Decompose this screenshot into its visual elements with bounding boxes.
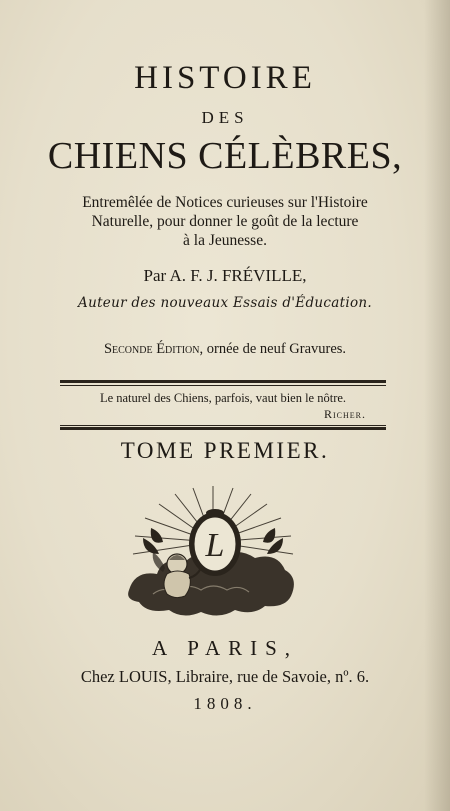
- edition-note: [0, 341, 450, 358]
- author-credit: Auteur des nouveaux Essais d'Éducation.: [78, 295, 372, 311]
- epigraph: [60, 380, 386, 430]
- imprint-place: A PARIS,: [151, 636, 299, 660]
- title-line-1: HISTOIRE: [134, 60, 316, 96]
- subtitle-line-3: à la Jeunesse.: [183, 232, 267, 249]
- epigraph-attribution: Richer.: [323, 407, 366, 421]
- epigraph-rule-bottom-thick: [60, 427, 386, 430]
- epigraph-rule-bottom: [60, 425, 386, 426]
- edition-rest: , ornée de neuf Gravures.: [199, 341, 347, 357]
- volume-label: TOME PREMIER.: [120, 438, 330, 463]
- imprint-year: 1808.: [193, 694, 257, 713]
- epigraph-rule-top-thin: [60, 385, 386, 386]
- subtitle-line-2: Naturelle, pour donner le goût de la lecture: [91, 213, 359, 230]
- title-line-3: CHIENS CÉLÈBRES,: [47, 135, 403, 177]
- subtitle-line-1: Entremêlée de Notices curieuses sur l'Histoire: [82, 194, 368, 211]
- subtitle: [0, 193, 450, 250]
- author-byline: Par A. F. J. FRÉVILLE,: [143, 266, 307, 285]
- svg-text:L: L: [205, 527, 225, 564]
- epigraph-rule-top: [60, 380, 386, 383]
- edition-label: Seconde Édition: [103, 341, 200, 357]
- title-line-2: DES: [201, 108, 249, 127]
- cherub-monogram-vignette-icon: [123, 482, 303, 622]
- imprint-publisher: Chez LOUIS, Libraire, rue de Savoie, nº. 6.: [80, 667, 370, 686]
- epigraph-text: Le naturel des Chiens, parfois, vaut bien le nôtre.: [99, 391, 347, 405]
